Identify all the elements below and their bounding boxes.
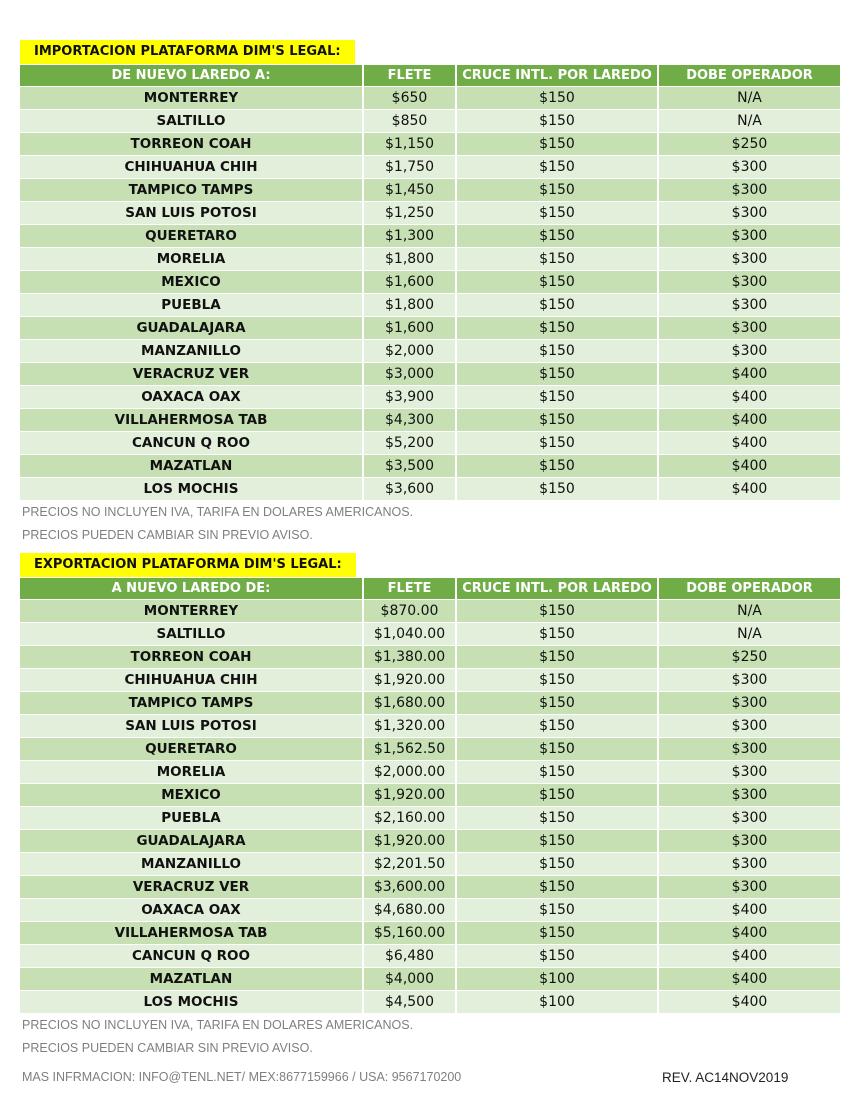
table-row (20, 669, 840, 691)
doble-operador-cell: $300 (659, 294, 840, 316)
revision-label: REV. AC14NOV2019 (662, 1070, 789, 1085)
table-row (20, 968, 840, 990)
doble-operador-cell: N/A (659, 87, 840, 109)
flete-cell: $1,380.00 (364, 646, 455, 668)
flete-cell: $1,600 (364, 271, 455, 293)
city-cell: PUEBLA (20, 294, 362, 316)
flete-cell: $4,000 (364, 968, 455, 990)
flete-cell: $2,000 (364, 340, 455, 362)
import-section (20, 40, 840, 547)
cruce-cell: $150 (457, 248, 657, 270)
export-title: EXPORTACION PLATAFORMA DIM'S LEGAL: (20, 553, 356, 577)
doble-operador-cell: $400 (659, 945, 840, 967)
table-row (20, 853, 840, 875)
cruce-cell: $150 (457, 363, 657, 385)
city-cell: SAN LUIS POTOSI (20, 202, 362, 224)
import-rows (20, 87, 840, 500)
cruce-cell: $150 (457, 830, 657, 852)
city-cell: CHIHUAHUA CHIH (20, 669, 362, 691)
flete-cell: $1,800 (364, 294, 455, 316)
doble-operador-cell: $300 (659, 340, 840, 362)
table-row (20, 225, 840, 247)
flete-cell: $1,040.00 (364, 623, 455, 645)
header-doble-operador: DOBE OPERADOR (659, 578, 840, 599)
export-note-iva: PRECIOS NO INCLUYEN IVA, TARIFA EN DOLARES AMERICANOS. (22, 1018, 414, 1032)
table-row (20, 87, 840, 109)
flete-cell: $1,250 (364, 202, 455, 224)
flete-cell: $1,920.00 (364, 830, 455, 852)
cruce-cell: $150 (457, 271, 657, 293)
flete-cell: $2,000.00 (364, 761, 455, 783)
city-cell: PUEBLA (20, 807, 362, 829)
city-cell: CHIHUAHUA CHIH (20, 156, 362, 178)
doble-operador-cell: $400 (659, 432, 840, 454)
flete-cell: $650 (364, 87, 455, 109)
cruce-cell: $150 (457, 761, 657, 783)
table-row (20, 317, 840, 339)
cruce-cell: $150 (457, 715, 657, 737)
cruce-cell: $150 (457, 340, 657, 362)
cruce-cell: $150 (457, 432, 657, 454)
flete-cell: $4,500 (364, 991, 455, 1013)
doble-operador-cell: $300 (659, 738, 840, 760)
cruce-cell: $150 (457, 179, 657, 201)
table-row (20, 363, 840, 385)
cruce-cell: $150 (457, 922, 657, 944)
table-row (20, 133, 840, 155)
export-section (20, 553, 840, 1060)
city-cell: LOS MOCHIS (20, 478, 362, 500)
doble-operador-cell: $300 (659, 807, 840, 829)
cruce-cell: $150 (457, 899, 657, 921)
table-row (20, 922, 840, 944)
flete-cell: $1,150 (364, 133, 455, 155)
footer (22, 1070, 812, 1090)
doble-operador-cell: $300 (659, 179, 840, 201)
table-row (20, 110, 840, 132)
table-row (20, 784, 840, 806)
flete-cell: $1,680.00 (364, 692, 455, 714)
table-row (20, 432, 840, 454)
city-cell: OAXACA OAX (20, 386, 362, 408)
cruce-cell: $150 (457, 110, 657, 132)
table-row (20, 386, 840, 408)
doble-operador-cell: N/A (659, 623, 840, 645)
city-cell: CANCUN Q ROO (20, 432, 362, 454)
doble-operador-cell: $400 (659, 968, 840, 990)
table-row (20, 409, 840, 431)
city-cell: GUADALAJARA (20, 317, 362, 339)
doble-operador-cell: $300 (659, 853, 840, 875)
cruce-cell: $100 (457, 991, 657, 1013)
doble-operador-cell: $400 (659, 478, 840, 500)
flete-cell: $5,200 (364, 432, 455, 454)
cruce-cell: $150 (457, 202, 657, 224)
flete-cell: $2,201.50 (364, 853, 455, 875)
cruce-cell: $150 (457, 876, 657, 898)
flete-cell: $2,160.00 (364, 807, 455, 829)
header-cruce: CRUCE INTL. POR LAREDO (457, 65, 657, 86)
city-cell: VERACRUZ VER (20, 876, 362, 898)
city-cell: QUERETARO (20, 225, 362, 247)
flete-cell: $1,750 (364, 156, 455, 178)
flete-cell: $870.00 (364, 600, 455, 622)
doble-operador-cell: $400 (659, 386, 840, 408)
table-row (20, 455, 840, 477)
doble-operador-cell: $400 (659, 991, 840, 1013)
import-rate-table (18, 64, 842, 501)
flete-cell: $4,300 (364, 409, 455, 431)
doble-operador-cell: $400 (659, 922, 840, 944)
doble-operador-cell: $250 (659, 133, 840, 155)
flete-cell: $5,160.00 (364, 922, 455, 944)
header-flete: FLETE (364, 578, 455, 599)
cruce-cell: $150 (457, 807, 657, 829)
flete-cell: $1,600 (364, 317, 455, 339)
city-cell: LOS MOCHIS (20, 991, 362, 1013)
table-row (20, 202, 840, 224)
table-row (20, 646, 840, 668)
table-row (20, 600, 840, 622)
doble-operador-cell: $400 (659, 899, 840, 921)
table-row (20, 692, 840, 714)
doble-operador-cell: $300 (659, 317, 840, 339)
doble-operador-cell: $300 (659, 692, 840, 714)
city-cell: MANZANILLO (20, 340, 362, 362)
city-cell: VERACRUZ VER (20, 363, 362, 385)
header-doble-operador: DOBE OPERADOR (659, 65, 840, 86)
doble-operador-cell: $300 (659, 271, 840, 293)
table-row (20, 271, 840, 293)
city-cell: TAMPICO TAMPS (20, 179, 362, 201)
cruce-cell: $150 (457, 738, 657, 760)
table-row (20, 179, 840, 201)
doble-operador-cell: $300 (659, 761, 840, 783)
export-note-aviso: PRECIOS PUEDEN CAMBIAR SIN PREVIO AVISO. (22, 1041, 313, 1055)
cruce-cell: $150 (457, 156, 657, 178)
doble-operador-cell: N/A (659, 110, 840, 132)
flete-cell: $4,680.00 (364, 899, 455, 921)
cruce-cell: $150 (457, 784, 657, 806)
city-cell: VILLAHERMOSA TAB (20, 922, 362, 944)
table-row (20, 156, 840, 178)
cruce-cell: $100 (457, 968, 657, 990)
header-destination: A NUEVO LAREDO DE: (20, 578, 362, 599)
city-cell: CANCUN Q ROO (20, 945, 362, 967)
cruce-cell: $150 (457, 225, 657, 247)
cruce-cell: $150 (457, 455, 657, 477)
doble-operador-cell: $300 (659, 156, 840, 178)
city-cell: MONTERREY (20, 87, 362, 109)
table-row (20, 945, 840, 967)
export-rate-table (18, 577, 842, 1014)
cruce-cell: $150 (457, 409, 657, 431)
city-cell: MEXICO (20, 271, 362, 293)
city-cell: OAXACA OAX (20, 899, 362, 921)
city-cell: GUADALAJARA (20, 830, 362, 852)
city-cell: MEXICO (20, 784, 362, 806)
doble-operador-cell: $400 (659, 363, 840, 385)
table-row (20, 248, 840, 270)
doble-operador-cell: $300 (659, 202, 840, 224)
import-note-aviso: PRECIOS PUEDEN CAMBIAR SIN PREVIO AVISO. (22, 528, 313, 542)
header-flete: FLETE (364, 65, 455, 86)
header-origin: DE NUEVO LAREDO A: (20, 65, 362, 86)
doble-operador-cell: $300 (659, 784, 840, 806)
cruce-cell: $150 (457, 600, 657, 622)
table-row (20, 876, 840, 898)
table-row (20, 830, 840, 852)
doble-operador-cell: $400 (659, 455, 840, 477)
cruce-cell: $150 (457, 386, 657, 408)
flete-cell: $3,600.00 (364, 876, 455, 898)
flete-cell: $3,500 (364, 455, 455, 477)
cruce-cell: $150 (457, 945, 657, 967)
cruce-cell: $150 (457, 87, 657, 109)
contact-info: MAS INFRMACION: INFO@TENL.NET/ MEX:8677159966 / USA: 9567170200 (22, 1070, 462, 1084)
table-row (20, 715, 840, 737)
doble-operador-cell: $300 (659, 669, 840, 691)
city-cell: MAZATLAN (20, 968, 362, 990)
header-cruce: CRUCE INTL. POR LAREDO (457, 578, 657, 599)
cruce-cell: $150 (457, 692, 657, 714)
flete-cell: $1,920.00 (364, 784, 455, 806)
cruce-cell: $150 (457, 853, 657, 875)
cruce-cell: $150 (457, 478, 657, 500)
city-cell: SAN LUIS POTOSI (20, 715, 362, 737)
export-rows (20, 600, 840, 1013)
flete-cell: $3,900 (364, 386, 455, 408)
doble-operador-cell: $300 (659, 715, 840, 737)
city-cell: MONTERREY (20, 600, 362, 622)
cruce-cell: $150 (457, 669, 657, 691)
flete-cell: $1,450 (364, 179, 455, 201)
doble-operador-cell: $300 (659, 248, 840, 270)
table-row (20, 761, 840, 783)
flete-cell: $1,800 (364, 248, 455, 270)
cruce-cell: $150 (457, 317, 657, 339)
cruce-cell: $150 (457, 133, 657, 155)
city-cell: TORREON COAH (20, 646, 362, 668)
city-cell: MORELIA (20, 761, 362, 783)
doble-operador-cell: N/A (659, 600, 840, 622)
table-row (20, 340, 840, 362)
flete-cell: $3,600 (364, 478, 455, 500)
table-row (20, 478, 840, 500)
doble-operador-cell: $300 (659, 876, 840, 898)
doble-operador-cell: $250 (659, 646, 840, 668)
flete-cell: $3,000 (364, 363, 455, 385)
flete-cell: $1,920.00 (364, 669, 455, 691)
city-cell: MANZANILLO (20, 853, 362, 875)
table-row (20, 738, 840, 760)
doble-operador-cell: $400 (659, 409, 840, 431)
flete-cell: $1,562.50 (364, 738, 455, 760)
city-cell: SALTILLO (20, 110, 362, 132)
city-cell: TAMPICO TAMPS (20, 692, 362, 714)
doble-operador-cell: $300 (659, 225, 840, 247)
doble-operador-cell: $300 (659, 830, 840, 852)
table-row (20, 991, 840, 1013)
city-cell: QUERETARO (20, 738, 362, 760)
import-title: IMPORTACION PLATAFORMA DIM'S LEGAL: (20, 40, 355, 64)
city-cell: VILLAHERMOSA TAB (20, 409, 362, 431)
city-cell: TORREON COAH (20, 133, 362, 155)
cruce-cell: $150 (457, 646, 657, 668)
table-row (20, 807, 840, 829)
city-cell: SALTILLO (20, 623, 362, 645)
export-header-row (20, 578, 840, 599)
flete-cell: $1,320.00 (364, 715, 455, 737)
table-row (20, 294, 840, 316)
flete-cell: $6,480 (364, 945, 455, 967)
table-row (20, 899, 840, 921)
table-row (20, 623, 840, 645)
import-header-row (20, 65, 840, 86)
city-cell: MORELIA (20, 248, 362, 270)
flete-cell: $850 (364, 110, 455, 132)
import-note-iva: PRECIOS NO INCLUYEN IVA, TARIFA EN DOLARES AMERICANOS. (22, 505, 414, 519)
city-cell: MAZATLAN (20, 455, 362, 477)
flete-cell: $1,300 (364, 225, 455, 247)
cruce-cell: $150 (457, 294, 657, 316)
cruce-cell: $150 (457, 623, 657, 645)
